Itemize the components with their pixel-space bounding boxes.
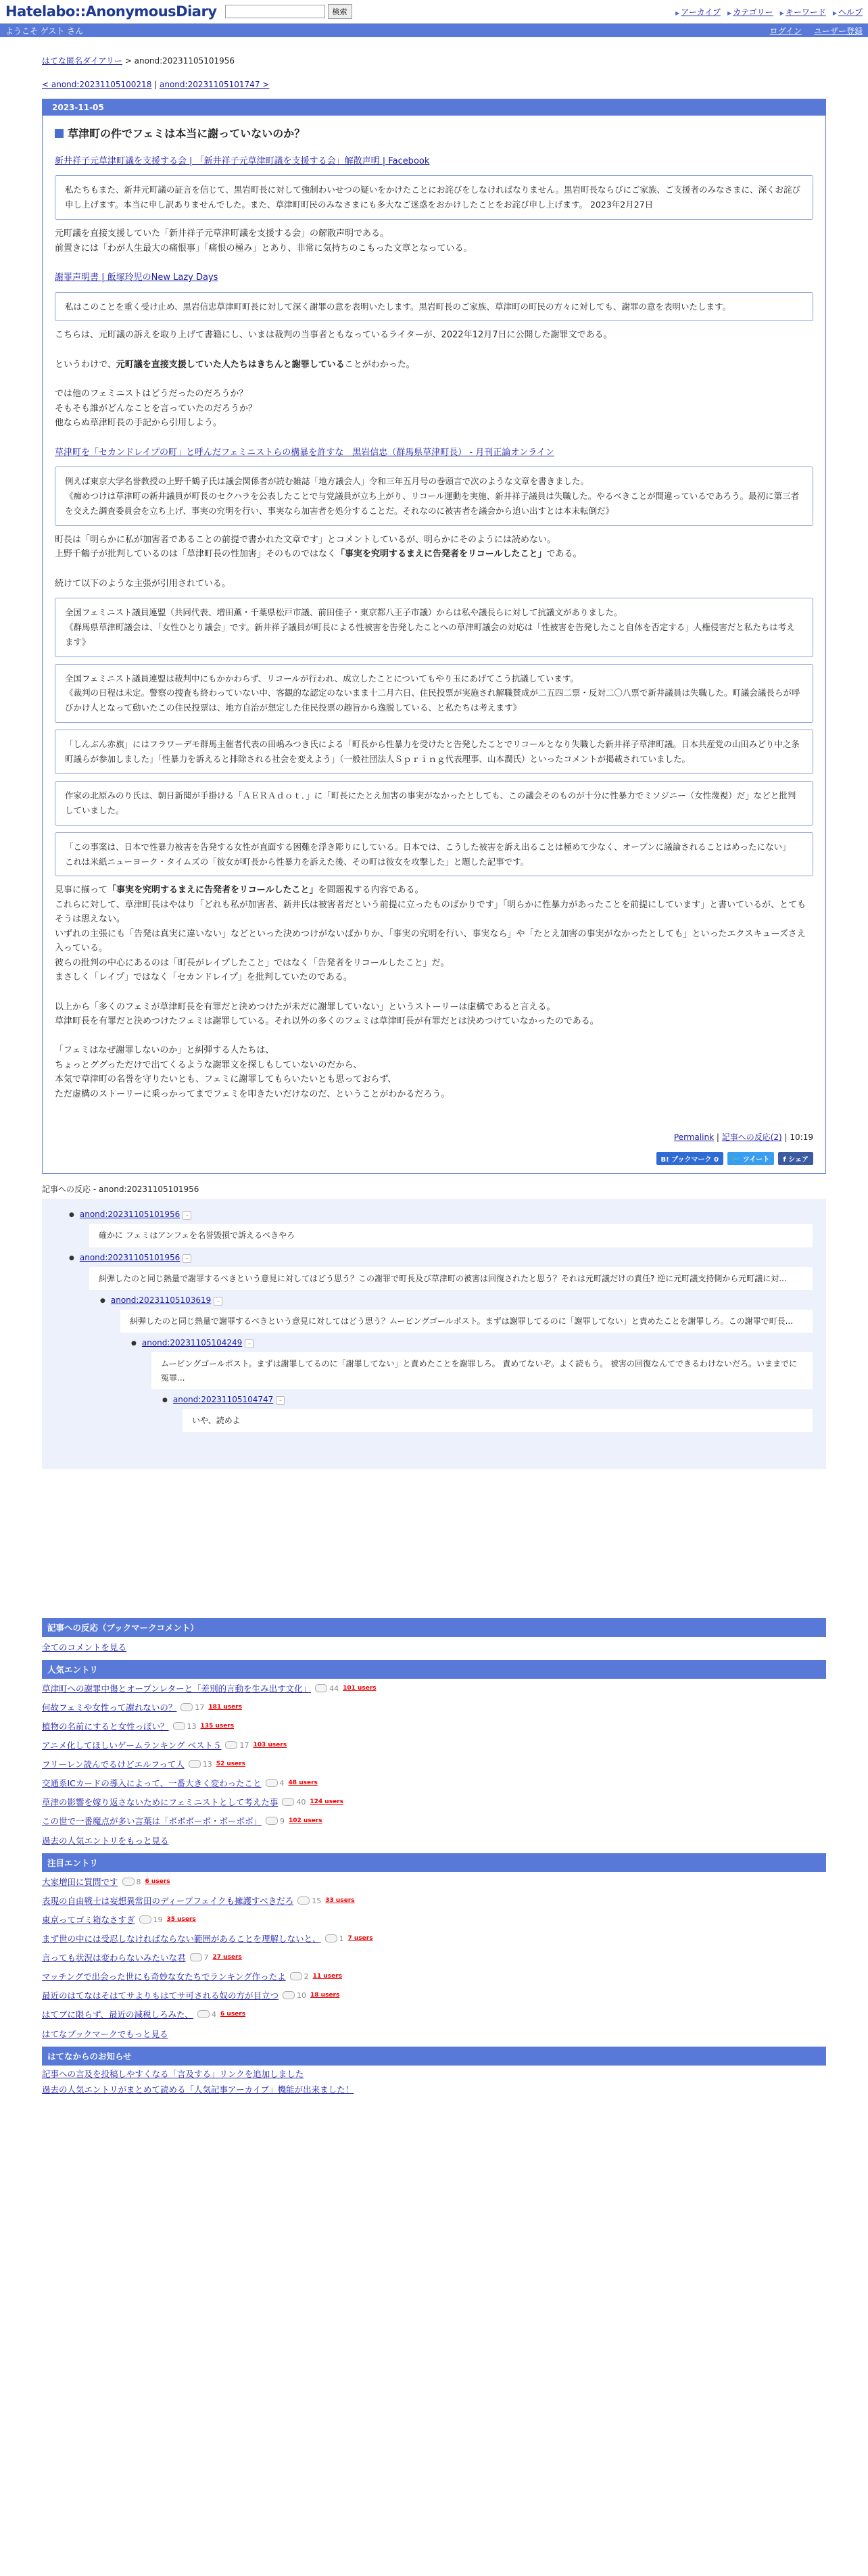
bookmark-comments-header: 記事への反応（ブックマークコメント） xyxy=(42,1618,826,1637)
reaction-link[interactable]: ● anond:20231105103619 xyxy=(100,1295,211,1305)
breadcrumb-current: anond:20231105101956 xyxy=(134,56,235,66)
reaction-link[interactable]: ● anond:20231105104249 xyxy=(131,1338,242,1347)
paragraph-5b-bold: 「事実を究明するまえに告発者をリコールしたこと」 xyxy=(336,549,547,560)
entry-row-title[interactable]: 表現の自由戦士は妄想異常田のディープフェイクも擁護すべきだろ xyxy=(42,1896,294,1907)
bookmark-count-value: 13 xyxy=(202,1759,212,1769)
reaction-item xyxy=(162,1395,813,1432)
popular-entries-header: 人気エントリ xyxy=(42,1660,826,1679)
bookmark-count xyxy=(266,1817,285,1826)
entry-row xyxy=(42,1986,826,2005)
comment-bubble-icon xyxy=(197,2010,210,2018)
bookmark-count xyxy=(189,1760,212,1769)
share-buttons xyxy=(55,1152,813,1165)
entry-footer xyxy=(55,1131,813,1143)
users-badge[interactable]: 135 users xyxy=(200,1723,235,1730)
entry-row-title[interactable]: 言っても状況は変わらないみたいな君 xyxy=(42,1953,186,1963)
reaction-item xyxy=(100,1295,813,1333)
entry-row-title[interactable]: この世で一番魔点が多い言葉は「ボボボーボ・ボーボボ」 xyxy=(42,1816,262,1827)
permalink[interactable]: Permalink xyxy=(673,1132,715,1143)
bookmark-count xyxy=(190,1953,209,1962)
blockquote-3-line-b: 《痴めつけは草津町の新井議員が町長のセクハラを公表したことで与党議員が立ち上がり、リコール運動を実施、新井祥子議員は失職した。やるべきことが間違っているであろう。最初に第三者を交えた調査委員会を立ち上げ、事実の究明を行い、事実なら加害者を処分することだ。それなのに被害者を議会から追い出すとは本末転倒だ》 xyxy=(65,490,800,516)
reaction-body: ムービングゴールポスト。まずは謝罪してるのに「謝罪してない」と責めたことを謝罪しろ。 責めてないぞ。よく読もう。 被害の回復なんてできるわけないだろ。いままでに冤罪... xyxy=(151,1352,813,1389)
reaction-body: 確かに フェミはアンフェを名誉毀損で訴えるべきやろ xyxy=(89,1224,813,1247)
bookmark-count-value: 1 xyxy=(339,1934,344,1943)
entry-row xyxy=(42,1872,826,1891)
register-link[interactable]: ユーザー登録 xyxy=(813,26,863,36)
notable-entries-list xyxy=(42,1872,826,2024)
blockquote-8 xyxy=(55,832,813,877)
twitter-bird-icon: 🐦 xyxy=(731,1156,743,1164)
top-nav xyxy=(675,6,863,18)
collapse-icon[interactable]: – xyxy=(183,1254,191,1263)
comment-bubble-icon xyxy=(180,1703,193,1711)
entry-row xyxy=(42,1698,826,1717)
paragraph-4b: そもそも誰がどんなことを言っていたのだろうか？ xyxy=(55,403,258,414)
blockquote-4 xyxy=(55,598,813,657)
users-badge[interactable]: 101 users xyxy=(343,1685,377,1692)
tweet-button[interactable] xyxy=(727,1152,774,1165)
reaction-link[interactable]: ● anond:20231105104747 xyxy=(162,1395,273,1404)
users-badge[interactable]: 102 users xyxy=(289,1817,322,1825)
entry-row xyxy=(42,1910,826,1929)
pager-separator: | xyxy=(151,80,160,89)
blockquote-4-line-a: 全国フェミニスト議員連盟（共同代表、増田薫・千葉県松戸市議、前田佳子・東京都八王子市議）からは私や議長らに対して抗議文がありました。 xyxy=(65,606,623,617)
comment-bubble-icon xyxy=(189,1760,201,1768)
users-badge[interactable]: 103 users xyxy=(253,1742,287,1749)
entry-time: | 10:19 xyxy=(781,1132,813,1143)
reactions-header: 記事への反応 - anond:20231105101956 xyxy=(42,1185,199,1195)
bookmark-count-value: 40 xyxy=(296,1797,306,1807)
reaction-body: 糾弾したのと同じ熱量で謝罪するべきという意見に対してはどう思う？ムービングゴールポスト。まずは謝罪してるのに「謝罪してない」と責めたことを謝罪しろ。この謝罪で町長... xyxy=(120,1310,813,1333)
bookmark-count xyxy=(180,1703,204,1712)
entry-row-title[interactable]: マッチングで出会った世にも奇妙な女たちでランキング作ったよ xyxy=(42,1972,286,1982)
paragraph-5b xyxy=(55,547,813,561)
entry-row-title[interactable]: 草津の影響を嫁り返さないためにフェミニストとして考えた事 xyxy=(42,1797,279,1808)
paragraph-3-pre: というわけで、 xyxy=(55,359,116,370)
blockquote-4-line-b: 《群馬県草津町議会は、「女性ひとり議会」です。新井祥子議員が町長による性被害を告発したことへの草津町議会の対応は「性被害を告発したこと自体を否定する」人権侵害だと私たちは考えます》 xyxy=(65,621,795,647)
bookmark-count-value: 4 xyxy=(279,1778,285,1788)
entry-row-title[interactable]: 植物の名前にすると女性っぽい？ xyxy=(42,1721,169,1732)
paragraph-5b-pre: 上野千鶴子が批判しているのは「草津町長の性加害」そのものではなく xyxy=(55,549,337,560)
entry-pager xyxy=(42,80,826,89)
blockquote-5 xyxy=(55,664,813,723)
entry-row-title[interactable]: 最近のはてなはそはてサよりもはてサ可される奴の方が目立つ xyxy=(42,1990,279,2001)
paragraph-4c: 他ならぬ草津町長の手記から引用しよう。 xyxy=(55,418,222,429)
comment-bubble-icon xyxy=(282,1798,294,1806)
nav-keyword[interactable]: ▶ キーワード xyxy=(780,6,826,18)
source-link-2[interactable]: 謝罪声明書 | 飯塚玲児のNew Lazy Days xyxy=(55,272,218,283)
bookmark-count xyxy=(297,1897,321,1905)
reaction-item xyxy=(69,1253,813,1290)
facebook-share-button[interactable] xyxy=(778,1152,813,1165)
news-item[interactable]: 過去の人気エントリがまとめて読める「人気記事アーカイブ」機能が出来ました！ xyxy=(42,2084,354,2095)
bookmark-count-value: 44 xyxy=(329,1684,339,1693)
next-entry-link[interactable]: anond:20231105101747 > xyxy=(160,80,270,89)
comment-bubble-icon xyxy=(297,1897,310,1905)
users-badge[interactable]: 18 users xyxy=(310,1992,340,1999)
main-content xyxy=(0,55,868,2097)
reaction-link[interactable]: ● anond:20231105101956 xyxy=(69,1253,180,1262)
bottom-sections xyxy=(42,1618,826,2097)
comment-bubble-icon xyxy=(173,1722,185,1730)
users-badge[interactable]: 7 users xyxy=(347,1935,373,1942)
bookmark-count-value: 19 xyxy=(153,1915,163,1924)
paragraph-3 xyxy=(55,358,813,372)
comment-bubble-icon xyxy=(225,1741,237,1749)
paragraph-7c: いずれの主張にも「告発は真実に違いない」などといった決めつけがないばかりか、「事実の究明を行い、事実なら」や「たとえ加害の事実がなかったとしても」といったエクスキューズさえ入っている。 xyxy=(55,928,806,954)
comment-bubble-icon xyxy=(283,1991,295,1999)
entry-row xyxy=(42,1967,826,1986)
entry-date: 2023-11-05 xyxy=(43,99,825,116)
paragraph-7d: 彼らの批判の中心にあるのは「町長がレイプしたこと」ではなく「告発者をリコールしたこと」だ。 xyxy=(55,957,450,968)
search-input[interactable] xyxy=(225,5,325,18)
bookmark-count-value: 2 xyxy=(304,1972,309,1981)
popular-more-link[interactable]: 過去の人気エントリをもっと見る xyxy=(42,1836,169,1846)
search-button[interactable]: 検索 xyxy=(328,4,352,19)
comment-bubble-icon xyxy=(290,1972,302,1980)
bookmark-count-value: 4 xyxy=(212,2009,217,2019)
source-link-1[interactable]: 新井祥子元草津町議を支援する会 | 「新井祥子元草津町議を支援する会」解散声明 | Facebook xyxy=(55,156,430,166)
reactions-tree xyxy=(42,1199,826,1469)
breadcrumb-site-link[interactable]: はてな匿名ダイアリー xyxy=(42,56,122,66)
notable-more-link[interactable]: はてなブックマークでもっと見る xyxy=(42,2029,168,2040)
welcome-bar xyxy=(0,24,868,37)
blockquote-1: 私たちもまた、新井元町議の証言を信じて、黒岩町長に対して強制わいせつの疑いをかけたことにお詫びをしなければなりません。黒岩町長ならびにご家族、ご支援者のみなさまに、深くお詫び申し上げます。本当に申し訳ありませんでした。また、草津町町民のみなさまにも多大なご迷惑をおかけしたことをお詫び申し上げます。 2023年2月27日 xyxy=(55,175,813,220)
source-link-3[interactable]: 草津町を「セカンドレイプの町」と呼んだフェミニストらの構暴を許すな 黒岩信忠（群馬県草津町長） - 月刊正論オンライン xyxy=(55,447,554,458)
paragraph-7 xyxy=(55,883,813,897)
paragraph-9c: 本気で草津町の名誉を守りたいとも、フェミに謝罪してもらいたいとも思っておらず、 xyxy=(55,1074,397,1085)
reaction-item xyxy=(131,1338,813,1389)
top-bar xyxy=(0,0,868,24)
paragraph-1a: 元町議を直接支援していた「新井祥子元草津町議を支援する会」の解散声明である。 xyxy=(55,229,389,239)
entry-title xyxy=(55,125,813,141)
reaction-body: 糾弾したのと同じ熱量で謝罪するべきという意見に対してはどう思う？この謝罪で町長及び草津町の被害は回復されたと思う？それは元町議だけの責任? 逆に元町議支持側から元町議に対... xyxy=(89,1267,813,1290)
bookmark-count xyxy=(122,1878,141,1886)
bookmark-count xyxy=(283,1991,306,2000)
blockquote-8-line-b: これは米紙ニューヨーク・タイムズの「彼女が町長から性暴力を訴えた後、その町は彼女を攻撃した」と題した記事です。 xyxy=(65,856,529,867)
reactions-count-link[interactable]: 記事への反応(2) xyxy=(721,1132,782,1143)
breadcrumb-separator: > xyxy=(122,56,135,66)
blockquote-7: 作家の北原みのり氏は、朝日新聞が手掛ける「ＡＥＲＡｄｏｔ．」に「町長にたとえ加害の事実がなかったとしても、この議会そのものが十分に性暴力でミソジニー（女性蔑視）だ」などと批判していました。 xyxy=(55,781,813,826)
users-badge[interactable]: 35 users xyxy=(166,1916,196,1924)
paragraph-7e: まさしく「レイプ」ではなく「セカンドレイプ」を批判していたのである。 xyxy=(55,972,352,983)
comment-bubble-icon xyxy=(190,1953,202,1961)
paragraph-7b: これらに対して、草津町長はやはり「どれも私が加害者、新井氏は被害者だという前提に立ったものばかりです」「明らかに性暴力があったことを前提にしています」と書いているが、とてもそうは思えない。 xyxy=(55,899,806,925)
comment-bubble-icon xyxy=(315,1684,327,1692)
breadcrumb xyxy=(42,55,826,66)
entry-row xyxy=(42,1792,826,1811)
bookmark-count xyxy=(139,1915,163,1924)
prev-entry-link[interactable]: < anond:20231105100218 xyxy=(42,80,152,89)
entry-body xyxy=(43,116,825,1173)
title-square-icon xyxy=(55,129,64,138)
paragraph-7-post: を問題視する内容である。 xyxy=(318,885,424,896)
entry-row-title[interactable]: 交通系ICカードの導入によって、一番大きく変わったこと xyxy=(42,1778,262,1789)
nav-archive[interactable]: ▶ アーカイブ xyxy=(675,6,721,18)
users-badge[interactable]: 48 users xyxy=(288,1780,318,1787)
users-badge[interactable]: 33 users xyxy=(325,1897,355,1905)
users-badge[interactable]: 181 users xyxy=(208,1704,242,1711)
all-comments-link[interactable]: 全てのコメントを見る xyxy=(42,1642,127,1653)
entry-row xyxy=(42,1929,826,1948)
entry-row xyxy=(42,1755,826,1773)
comment-bubble-icon xyxy=(122,1878,135,1886)
paragraph-2: こちらは、元町議の訴えを取り上げて書籍にし、いまは裁判の当事者ともなっているライターが、2022年12月7日に公開した謝罪文である。 xyxy=(55,330,612,341)
paragraph-4a: では他のフェミニストはどうだったのだろうか？ xyxy=(55,389,248,400)
facebook-f-icon: f xyxy=(783,1156,789,1164)
entry-row-title[interactable]: 東京ってゴミ箱なさすぎ xyxy=(42,1915,135,1926)
entry-row xyxy=(42,1679,826,1698)
blockquote-6: 「しんぶん赤旗」にはフラワーデモ群馬主催者代表の田嶋みつき氏による「町長から性暴力を受けたと告発したことでリコールとなり失職した新井祥子草津町議。日本共産党の山田みどり中之条町議らが参加しました」「性暴力を訴えると排除される社会を変えよう」（一般社団法人Ｓｐｒｉｎｇ代表理事、山本潤氏）といったコメントが掲載されていました。 xyxy=(55,730,813,774)
bookmark-count xyxy=(315,1684,339,1693)
collapse-icon[interactable]: – xyxy=(214,1297,222,1306)
popular-entries-list xyxy=(42,1679,826,1830)
bookmark-count xyxy=(173,1722,197,1731)
blockquote-2: 私はこのことを重く受け止め、黒岩信忠草津町町長に対して深く謝罪の意を表明いたします。黒岩町長のご家族、草津町の町民の方々に対しても、謝罪の意を表明いたします。 xyxy=(55,292,813,322)
comment-bubble-icon xyxy=(266,1779,278,1787)
blockquote-3-line-a: 例えば東京大学名誉教授の上野千鶴子氏は議会関係者が読む雑誌「地方議会人」令和三年五月号の巻頭言で次のような文章を書きました。 xyxy=(65,476,589,486)
collapse-icon[interactable]: – xyxy=(183,1211,191,1220)
news-header: はてなからのお知らせ xyxy=(42,2047,826,2066)
comment-bubble-icon xyxy=(266,1817,278,1825)
entry-row-title[interactable]: 大家増田に質問です xyxy=(42,1877,118,1888)
users-badge[interactable]: 52 users xyxy=(216,1761,246,1768)
users-badge[interactable]: 6 users xyxy=(145,1878,170,1886)
entry-row xyxy=(42,1891,826,1910)
entry-row xyxy=(42,1773,826,1792)
site-logo[interactable]: Hatelabo::AnonymousDiary xyxy=(5,3,217,20)
bookmark-count-value: 9 xyxy=(280,1816,285,1826)
reaction-body: いや、読めよ xyxy=(183,1409,813,1432)
bookmark-count-value: 15 xyxy=(312,1896,322,1905)
hatena-bookmark-button[interactable]: B! ブックマーク 0 xyxy=(656,1152,723,1165)
comment-bubble-icon xyxy=(325,1934,337,1942)
bookmark-count-value: 7 xyxy=(203,1953,209,1962)
entry-row xyxy=(42,1717,826,1736)
blockquote-3 xyxy=(55,467,813,526)
bookmark-count-value: 8 xyxy=(136,1877,141,1886)
bookmark-count-value: 13 xyxy=(187,1721,197,1731)
collapse-icon[interactable]: – xyxy=(245,1339,254,1348)
paragraph-9d: ただ虚構のストーリーに乗っかってまでフェミを叩きたいだけなのだ、ということがわかるだろう。 xyxy=(55,1089,450,1099)
bookmark-count xyxy=(266,1779,285,1788)
blockquote-8-line-a: 「この事案は、日本で性暴力被害を告発する女性が直面する困難を浮き彫りにしている。日本では、こうした被害を訴え出ることは極めて少なく、オープンに議論されることはめったにない」 xyxy=(65,841,791,852)
footer-separator: | xyxy=(714,1132,722,1143)
users-badge[interactable]: 27 users xyxy=(212,1954,242,1961)
entry-row-title[interactable]: アニメ化してほしいゲームランキング ベスト５ xyxy=(42,1740,222,1751)
nav-help[interactable]: ▶ ヘルプ xyxy=(833,6,863,18)
paragraph-7-pre: 見事に揃って xyxy=(55,885,108,896)
paragraph-9b: ちょっとググっただけで出てくるような謝罪文を探しもしていないのだから、 xyxy=(55,1059,362,1070)
entry-row xyxy=(42,1736,826,1755)
paragraph-5a: 町長は「明らかに私が加害者であることの前提で書かれた文章です」とコメントしているが、明らかにそのようには読めない。 xyxy=(55,534,556,545)
notable-entries-header: 注目エントリ xyxy=(42,1853,826,1872)
paragraph-9a: 「フェミはなぜ謝罪しないのか」と糾弾する人たちは、 xyxy=(55,1045,274,1056)
entry-row-title[interactable]: フリーレン読んでるけどエルフって人 xyxy=(42,1759,185,1770)
paragraph-1b: 前置きには「わが人生最大の痛恨事」「痛恨の極み」とあり、非常に気持ちのこもった文章となっている。 xyxy=(55,243,473,254)
bookmark-count xyxy=(325,1934,344,1943)
entry-row-title[interactable]: まず世の中には受忍しなければならない範囲があることを理解しないと、 xyxy=(42,1934,321,1945)
users-badge[interactable]: 11 users xyxy=(312,1973,342,1980)
users-badge[interactable]: 124 users xyxy=(310,1798,343,1806)
users-badge[interactable]: 6 users xyxy=(220,2011,246,2018)
reaction-item xyxy=(69,1210,813,1247)
blockquote-5-line-b: 《裁判の日程は未定。警察の捜査も終わっていない中、客観的な認定のないまま十二月六日、住民投票が実施され解職賛成が二五四二票・反対二〇八票で新井議員は失職した。町議会議長らが呼びかけ人となって動いたこの住民投票は、地方自治が想定した住民投票の趣旨から逸脱している、と私たちは考えます》 xyxy=(65,688,800,713)
entry-row-title[interactable]: 草津町への謝罪中傷とオープンレターと「差別的言動を生み出す文化」 xyxy=(42,1684,312,1694)
diary-entry xyxy=(42,99,826,1174)
paragraph-7-bold: 「事実を究明するまえに告発者をリコールしたこと」 xyxy=(107,885,318,896)
news-item[interactable]: 記事への言及を投稿しやすくなる「言及する」リンクを追加しました xyxy=(42,2068,304,2079)
paragraph-3-bold: 元町議を直接支援していた人たちはきちんと謝罪している xyxy=(116,359,345,370)
bookmark-count xyxy=(290,1972,309,1981)
paragraph-8b: 草津町長を有罪だと決めつけたフェミは謝罪している。それ以外の多くのフェミは草津町長が有罪だとは決めつけていなかったのである。 xyxy=(55,1016,599,1026)
nav-category[interactable]: ▶ カテゴリー xyxy=(727,6,773,18)
entry-row-title[interactable]: 何故フェミや女性って謝れないの？ xyxy=(42,1702,177,1713)
login-link[interactable]: ログイン xyxy=(769,26,802,36)
tweet-button-label: ツイート xyxy=(742,1156,770,1164)
bookmark-count xyxy=(282,1798,306,1807)
comment-bubble-icon xyxy=(139,1915,151,1924)
entry-row xyxy=(42,2005,826,2024)
entry-row xyxy=(42,1811,826,1830)
bookmark-count-value: 17 xyxy=(239,1740,249,1750)
reaction-link[interactable]: ● anond:20231105101956 xyxy=(69,1210,180,1219)
blockquote-5-line-a: 全国フェミニスト議員連盟は裁判中にもかかわらず、リコールが行われ、成立したことについてもやり玉にあげてこう抗議しています。 xyxy=(65,673,579,684)
collapse-icon[interactable]: – xyxy=(276,1396,285,1405)
entry-row xyxy=(42,1948,826,1967)
paragraph-8a: 以上から「多くのフェミが草津町長を有罪だと決めつけたが未だに謝罪していない」というストーリーは虚構であると言える。 xyxy=(55,1001,556,1012)
paragraph-5b-post: である。 xyxy=(546,549,582,560)
bookmark-count xyxy=(197,2010,216,2019)
bookmark-count xyxy=(225,1741,249,1750)
bookmark-count-value: 10 xyxy=(297,1990,307,2000)
welcome-text: ようこそ ゲスト さん xyxy=(5,26,84,36)
facebook-share-label: シェア xyxy=(788,1156,809,1164)
entry-title-text[interactable]: 草津町の件でフェミは本当に謝っていないのか？ xyxy=(68,127,306,140)
paragraph-6: 続けて以下のような主張が引用されている。 xyxy=(55,578,231,589)
bookmark-count-value: 17 xyxy=(195,1702,205,1712)
entry-row-title[interactable]: はてブに限らず、最近の減税しろみた、 xyxy=(42,2009,194,2020)
paragraph-3-post: ことがわかった。 xyxy=(344,359,415,370)
